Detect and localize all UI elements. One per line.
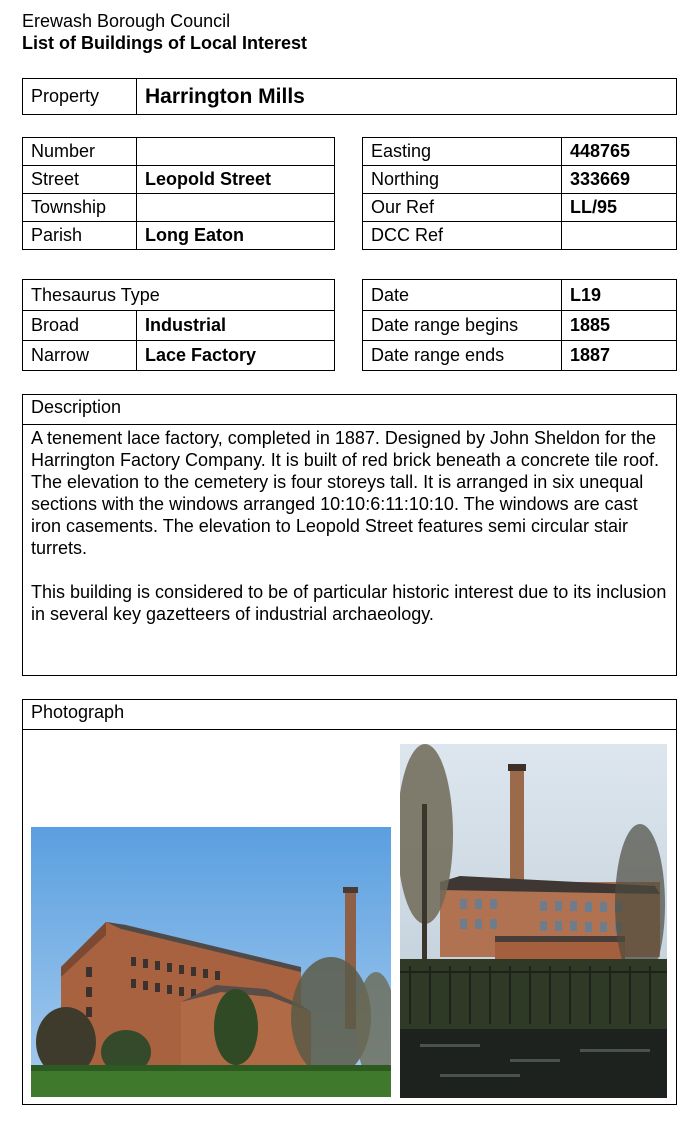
council-name: Erewash Borough Council: [22, 11, 231, 31]
description-body: [23, 425, 676, 649]
thesaurus-title: Thesaurus Type: [23, 280, 335, 311]
location-label: Number: [23, 138, 137, 166]
date-value: 1887: [562, 341, 677, 371]
date-label: Date range begins: [363, 311, 562, 341]
date-label: Date: [363, 280, 562, 311]
location-value: [137, 194, 335, 222]
date-value: L19: [562, 280, 677, 311]
mill-photo-right: [400, 744, 667, 1098]
thesaurus-value: Lace Factory: [137, 341, 335, 371]
description-paragraph: A tenement lace factory, completed in 1887. Designed by John Sheldon for the Harrington Factory Company. It is built of red brick beneath a concrete tile roof. The elevation to the cemetery is four storeys tall. It is arranged in six unequal sections with the windows arranged 10:10:6:11:10:10. The windows are cast iron casements. The elevation to Leopold Street features semi circular stair turrets.: [31, 428, 659, 558]
thesaurus-label: Narrow: [23, 341, 137, 371]
location-label: Street: [23, 166, 137, 194]
location-value: [137, 138, 335, 166]
grid-ref-label: Our Ref: [363, 194, 562, 222]
description-title: Description: [23, 395, 676, 425]
dates-table: [362, 279, 677, 371]
property-value: Harrington Mills: [137, 79, 677, 115]
grid-ref-label: Northing: [363, 166, 562, 194]
location-table: [22, 137, 335, 250]
description-box: [22, 394, 677, 676]
location-value: Long Eaton: [137, 222, 335, 250]
location-label: Township: [23, 194, 137, 222]
grid-ref-table: [362, 137, 677, 250]
grid-ref-label: DCC Ref: [363, 222, 562, 250]
location-value: Leopold Street: [137, 166, 335, 194]
grid-ref-label: Easting: [363, 138, 562, 166]
grid-ref-value: 333669: [562, 166, 677, 194]
grid-ref-value: LL/95: [562, 194, 677, 222]
list-title: List of Buildings of Local Interest: [22, 33, 308, 53]
date-value: 1885: [562, 311, 677, 341]
grid-ref-value: 448765: [562, 138, 677, 166]
thesaurus-value: Industrial: [137, 311, 335, 341]
thesaurus-table: [22, 279, 335, 371]
description-paragraph: This building is considered to be of particular historic interest due to its inclusion in several key gazetteers of industrial archaeology.: [31, 582, 667, 624]
property-table: [22, 78, 677, 115]
mill-photo-left: [31, 827, 391, 1097]
property-label: Property: [23, 79, 137, 115]
thesaurus-label: Broad: [23, 311, 137, 341]
location-label: Parish: [23, 222, 137, 250]
date-label: Date range ends: [363, 341, 562, 371]
grid-ref-value: [562, 222, 677, 250]
photograph-title: Photograph: [23, 700, 676, 730]
